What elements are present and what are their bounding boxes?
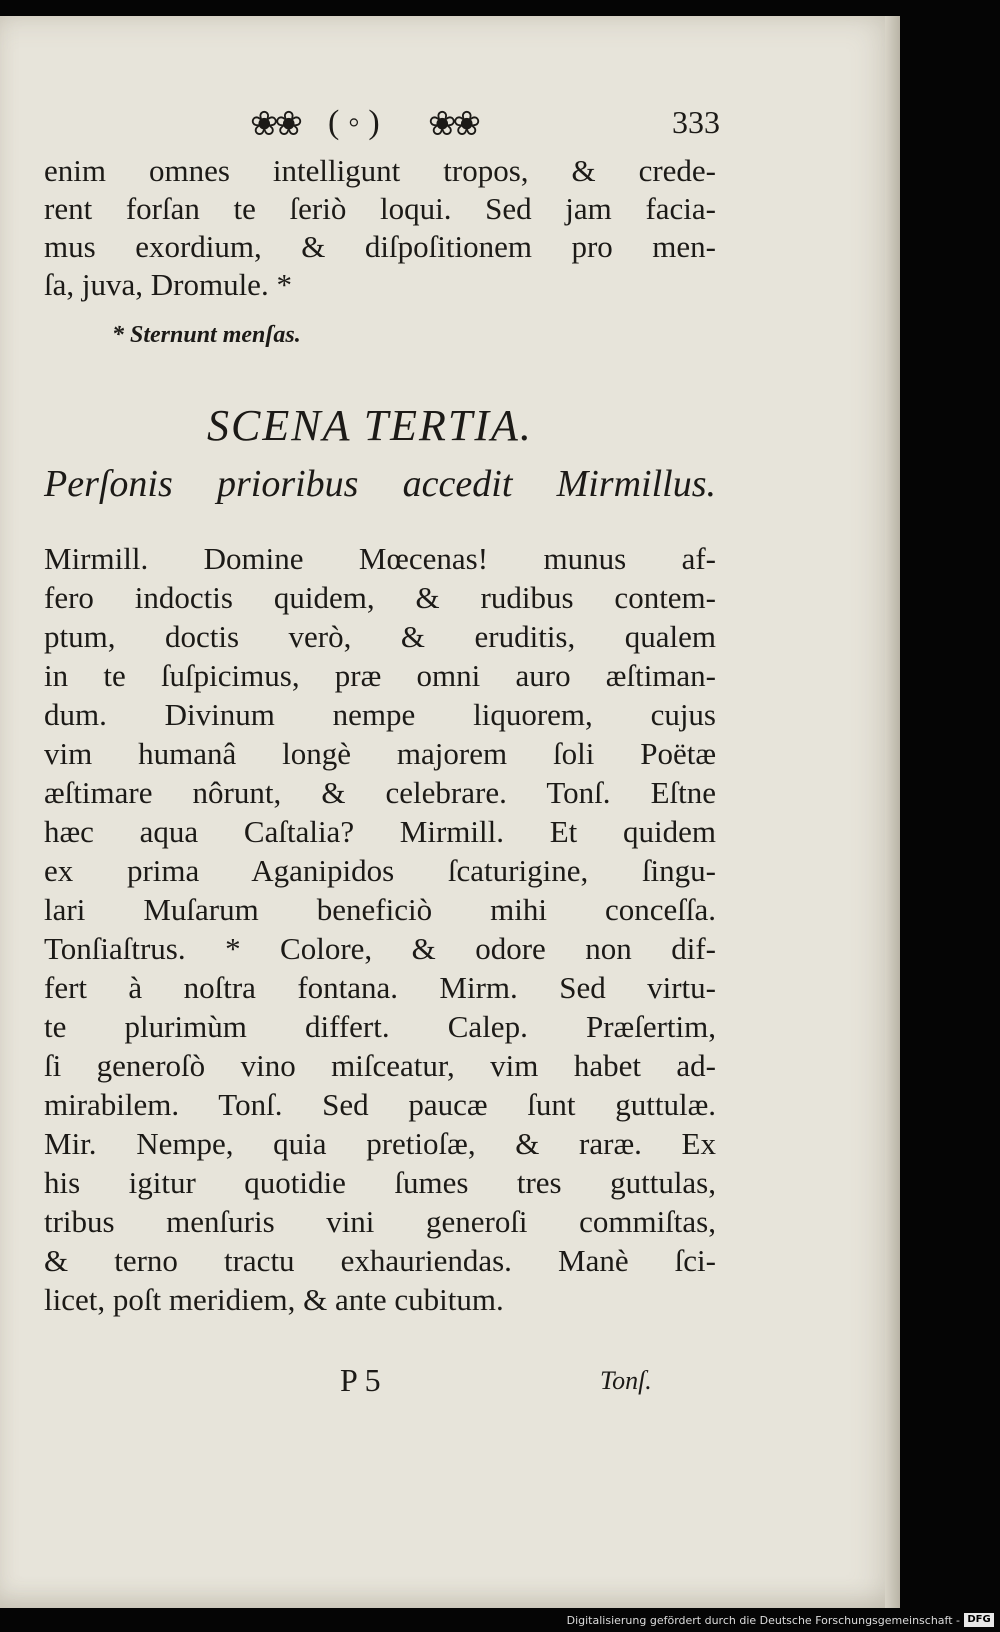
text-line: mus exordium, & diſpoſitionem pro men- — [44, 229, 716, 264]
header-ornament-left: ❀❀ — [250, 106, 299, 143]
text-line: enim omnes intelligunt tropos, & crede- — [44, 153, 716, 188]
scene-title: SCENA TERTIA. — [207, 401, 533, 450]
text-line: ſi generoſò vino miſceatur, vim habet ad- — [44, 1048, 716, 1083]
text-line: æſtimare nôrunt, & celebrare. Tonſ. Eſtne — [44, 775, 716, 810]
text-line: mirabilem. Tonſ. Sed paucæ ſunt guttulæ. — [44, 1087, 716, 1122]
text-line: & terno tractu exhauriendas. Manè ſci- — [44, 1243, 716, 1278]
text-line: lari Muſarum beneficiò mihi conceſſa. — [44, 892, 716, 927]
stage-direction-footnote: * Sternunt menſas. — [112, 322, 301, 348]
text-line: ex prima Aganipidos ſcaturigine, ſingu- — [44, 853, 716, 888]
signature-mark: P 5 — [340, 1362, 381, 1398]
text-line: Mirmill. Domine Mœcenas! munus af- — [44, 541, 716, 576]
header-ornament-right: ❀❀ — [428, 106, 477, 143]
dfg-logo: DFG — [964, 1613, 994, 1627]
text-line: Tonſiaſtrus. * Colore, & odore non dif- — [44, 931, 716, 966]
catchword: Tonſ. — [600, 1366, 652, 1395]
page-edge — [885, 16, 900, 1608]
text-line: Mir. Nempe, quia pretioſæ, & raræ. Ex — [44, 1126, 716, 1161]
header-parenthesis: ( ◦ ) — [328, 104, 380, 141]
text-line: in te ſuſpicimus, præ omni auro æſtiman- — [44, 658, 716, 693]
text-line: licet, poſt meridiem, & ante cubitum. — [44, 1282, 504, 1317]
scene-subtitle: Perſonis prioribus accedit Mirmillus. — [44, 463, 716, 505]
text-line: rent forſan te ſeriò loqui. Sed jam facia- — [44, 191, 716, 226]
running-header — [250, 104, 720, 148]
text-line: hæc aqua Caſtalia? Mirmill. Et quidem — [44, 814, 716, 849]
text-line: fert à noſtra fontana. Mirm. Sed virtu- — [44, 970, 716, 1005]
text-line: tribus menſuris vini generoſi commiſtas, — [44, 1204, 716, 1239]
text-line: te plurimùm differt. Calep. Præſertim, — [44, 1009, 716, 1044]
text-line: dum. Divinum nempe liquorem, cujus — [44, 697, 716, 732]
digitization-credit: Digitalisierung gefördert durch die Deutsche Forschungsgemeinschaft - — [566, 1614, 960, 1627]
text-line: fero indoctis quidem, & rudibus contem- — [44, 580, 716, 615]
page-number: 333 — [672, 104, 720, 140]
text-line: vim humanâ longè majorem ſoli Poëtæ — [44, 736, 716, 771]
text-line: ſa, juva, Dromule. * — [44, 267, 292, 302]
text-line: his igitur quotidie ſumes tres guttulas, — [44, 1165, 716, 1200]
text-line: ptum, doctis verò, & eruditis, qualem — [44, 619, 716, 654]
